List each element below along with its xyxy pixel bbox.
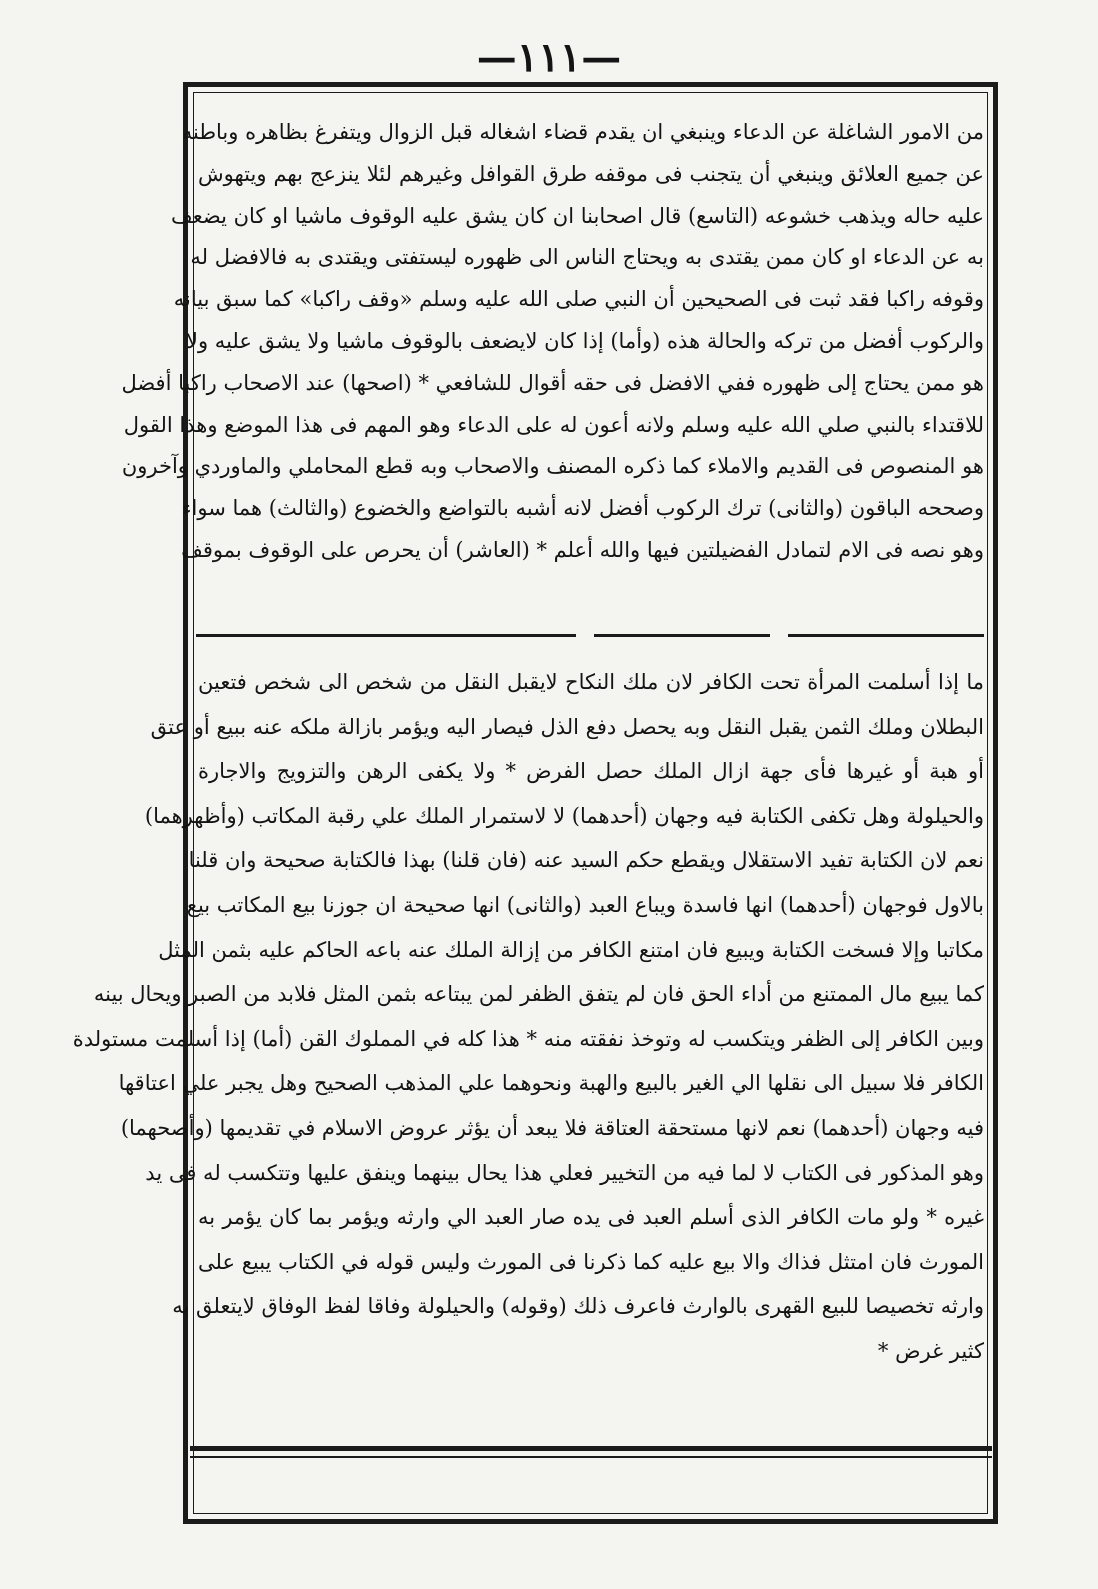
commentary-line: أو هبة أو غيرها فأى جهة ازال الملك حصل الفرض * ولا يكفى الرهن والتزويج والاجارة bbox=[198, 759, 984, 784]
main-text-line: وصححه الباقون (والثانى) ترك الركوب أفضل لانه أشبه بالتواضع والخضوع (والثالث) هما سواء bbox=[181, 496, 984, 521]
bottom-rule bbox=[190, 1446, 992, 1451]
main-text-line: من الامور الشاغلة عن الدعاء وينبغي ان يقدم قضاء اشغاله قبل الزوال ويتفرغ بظاهره وباطنه bbox=[181, 120, 984, 144]
commentary-line: البطلان وملك الثمن يقبل النقل وبه يحصل دفع الذل فيصار اليه ويؤمر بازالة ملكه عنه ببيع أو عتق bbox=[150, 714, 984, 739]
commentary-line: غيره * ولو مات الكافر الذى أسلم العبد فى يده صار العبد الي وارثه ويؤمر بما كان يؤمر به bbox=[198, 1205, 984, 1230]
main-text-line: وقوفه راكبا فقد ثبت فى الصحيحين أن النبي صلى الله عليه وسلم «وقف راكبا» كما سبق بيانه bbox=[173, 287, 984, 312]
commentary-line: المورث فان امتثل فذاك والا بيع عليه كما ذكرنا فى المورث وليس قوله في الكتاب يبيع على bbox=[198, 1249, 984, 1274]
commentary-line: الكافر فلا سبيل الى نقلها الي الغير بالبيع والهبة ونحوهما علي المذهب الصحيح وهل يجبر علي اعتاقها bbox=[118, 1071, 984, 1096]
main-text-line: عن جميع العلائق وينبغي أن يتجنب فى موقفه طرق القوافل وغيرهم لئلا ينزعج بهم ويتهوش bbox=[198, 161, 984, 186]
main-text-line: هو ممن يحتاج إلى ظهوره ففي الافضل فى حقه أقوال للشافعي * (اصحها) عند الاصحاب راكبا أفضل bbox=[121, 370, 984, 395]
main-text-line: وهو نصه فى الام لتمادل الفضيلتين فيها والله أعلم * (العاشر) أن يحرص على الوقوف بموقف bbox=[181, 537, 984, 562]
main-text-line: والركوب أفضل من تركه والحالة هذه (وأما) إذا كان لايضعف بالوقوف ماشيا ولا يشق عليه ولا bbox=[186, 328, 984, 353]
bottom-rule-thin bbox=[190, 1456, 992, 1458]
commentary-line: بالاول فوجهان (أحدهما) انها فاسدة ويباع العبد (والثانى) انها صحيحة ان جوزنا بيع المكاتب بيع bbox=[186, 892, 984, 917]
commentary-line: ما إذا أسلمت المرأة تحت الكافر لان ملك النكاح لايقبل النقل من شخص الى شخص فتعين bbox=[198, 670, 984, 694]
main-text-line: عليه حاله ويذهب خشوعه (التاسع) قال اصحابنا ان كان يشق عليه الوقوف ماشيا او كان يضعف bbox=[170, 203, 984, 228]
commentary-line: وهو المذكور فى الكتاب لا لما فيه من التخيير فعلي هذا يحال بينهما وينفق عليها وتتكسب له فى يد bbox=[145, 1160, 984, 1185]
commentary-line: فيه وجهان (أحدهما) نعم لانها مستحقة العتاقة فلا يبعد أن يؤثر عروض الاسلام في تقديمها (وأصحهما) bbox=[120, 1115, 984, 1140]
separator-bar-right bbox=[788, 634, 984, 637]
commentary-line: كما يبيع مال الممتنع من أداء الحق فان لم يتفق الظفر لمن يبتاعه بثمن المثل فلابد من الصبر ويحال بينه bbox=[93, 982, 984, 1007]
separator-bar-left bbox=[196, 634, 576, 637]
main-text-line: به عن الدعاء او كان ممن يقتدى به ويحتاج الناس الى ظهوره ليستفتى ويقتدى به فالافضل له bbox=[190, 245, 984, 270]
commentary-text bbox=[72, 660, 984, 1374]
main-text-line: للاقتداء بالنبي صلي الله عليه وسلم ولانه أعون له على الدعاء وهو المهم فى هذا الموضع وهذا القول bbox=[123, 412, 984, 437]
commentary-line: وارثه تخصيصا للبيع القهرى بالوارث فاعرف ذلك (وقوله) والحيلولة وفاقا لفظ الوفاق لايتعلق به bbox=[172, 1294, 984, 1319]
main-text-line: هو المنصوص فى القديم والاملاء كما ذكره المصنف والاصحاب وبه قطع المحاملي والماوردي وآخرون bbox=[121, 454, 984, 479]
commentary-line: كثير غرض * bbox=[877, 1338, 984, 1363]
commentary-line: وبين الكافر إلى الظفر ويتكسب له وتوخذ نفقته منه * هذا كله في المملوك القن (أما) إذا أسلمت مستولدة bbox=[72, 1026, 984, 1051]
commentary-line: نعم لان الكتابة تفيد الاستقلال ويقطع حكم السيد عنه (فان قلنا) بهذا فالكتابة صحيحة وان قلنا bbox=[188, 848, 984, 873]
separator-bar-middle bbox=[594, 634, 770, 637]
commentary-line: والحيلولة وهل تكفى الكتابة فيه وجهان (أحدهما) لا لاستمرار الملك علي رقبة المكاتب (وأظهرهما) bbox=[144, 803, 984, 828]
main-text bbox=[121, 112, 984, 572]
page-number: —١١١— bbox=[476, 34, 622, 81]
section-separator bbox=[196, 629, 984, 643]
commentary-line: مكاتبا وإلا فسخت الكتابة ويبيع فان امتنع الكافر من إزالة الملك عنه باعه الحاكم عليه بثمن المثل bbox=[158, 937, 984, 962]
